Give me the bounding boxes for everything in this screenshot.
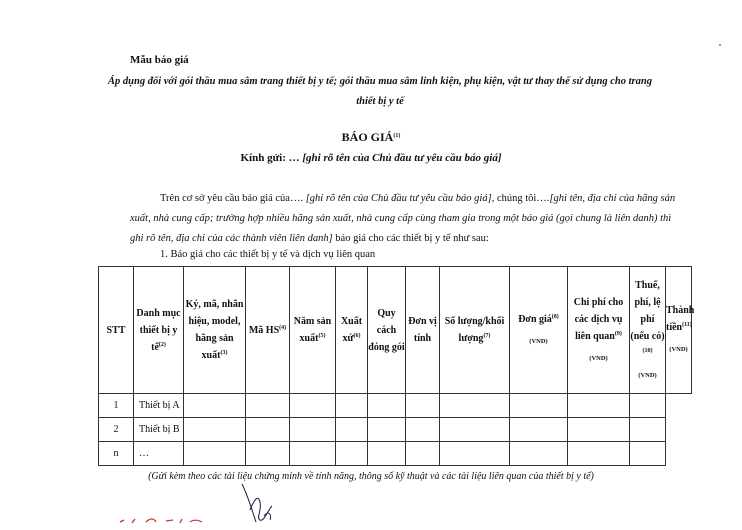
cell-empty: [440, 418, 510, 442]
col-header-text: Xuất xứ: [340, 316, 363, 344]
col-header-unit-label: (VND): [529, 337, 548, 345]
col-header-total: [666, 267, 695, 394]
intro-paragraph: [130, 189, 678, 249]
cell-empty: [440, 394, 510, 418]
applies-to-statement: Áp dụng đối với gói thầu mua sắm trang thiết bị y tế; gói thầu mua sắm linh kiện, phụ kiện, vật tư thay thế sử dụng cho trang thiết bị y tế: [108, 76, 652, 107]
cell-empty: [246, 442, 290, 466]
cell-empty: [510, 394, 568, 418]
addressee-label: Kính gửi: …: [240, 152, 303, 164]
cell-empty: [336, 394, 368, 418]
cell-empty: [336, 418, 368, 442]
intro-part-2: , chúng tôi….: [491, 193, 550, 204]
cell-empty: [568, 418, 630, 442]
col-header-ref: (4): [279, 324, 287, 331]
col-header-service-cost: [568, 267, 630, 394]
col-header-text: Thuế, phí, lệ phí (nếu có): [630, 279, 665, 342]
addressee-placeholder: [ghi rõ tên của Chủ đầu tư yêu cầu báo giá]: [302, 152, 502, 164]
cell-stt: 2: [99, 418, 134, 442]
cell-empty: [510, 418, 568, 442]
col-header-unit: [406, 267, 440, 394]
red-stamp-fragment: [118, 514, 208, 528]
col-header-origin: [336, 267, 368, 394]
col-header-ref: (2): [158, 341, 166, 348]
col-header-packaging: [368, 267, 406, 394]
cell-stt: n: [99, 442, 134, 466]
cell-empty: [184, 394, 246, 418]
col-header-text: Mã HS: [248, 324, 280, 336]
col-header-tax-fees: [630, 267, 666, 394]
document-title-text: BÁO GIÁ: [341, 130, 394, 144]
cell-empty: [368, 442, 406, 466]
cell-empty: [290, 442, 336, 466]
col-header-unit-label: (VND): [669, 346, 688, 353]
col-header-text: Ký, mã, nhãn hiệu, model, hãng sản xuất: [185, 299, 244, 361]
cell-empty: [290, 394, 336, 418]
quote-table: [98, 266, 695, 466]
cell-empty: [184, 418, 246, 442]
cell-empty: [510, 442, 568, 466]
col-header-text: Đơn giá: [518, 313, 552, 325]
cell-empty: [368, 394, 406, 418]
table-row: [99, 418, 692, 442]
intro-placeholder-1: [ghi rõ tên của Chủ đầu tư yêu cầu báo giá]: [305, 193, 492, 204]
cell-empty: [630, 442, 666, 466]
intro-part-1: Trên cơ sở yêu cầu báo giá của….: [160, 193, 306, 204]
cell-empty: [630, 418, 666, 442]
addressee-line: [0, 152, 742, 164]
document-title-footnote-ref: (1): [393, 133, 401, 139]
col-header-ref: (8): [551, 313, 559, 320]
col-header-ref: (10): [642, 347, 653, 354]
cell-empty: [290, 418, 336, 442]
col-header-year: [290, 267, 336, 394]
cell-empty: [406, 394, 440, 418]
scan-speck: [719, 44, 721, 46]
col-header-hs-code: [246, 267, 290, 394]
col-header-text: Danh mục thiết bị y tế: [136, 307, 181, 353]
cell-device-name: Thiết bị B: [134, 418, 184, 442]
cell-empty: [336, 442, 368, 466]
col-header-quantity: [440, 267, 510, 394]
cell-empty: [184, 442, 246, 466]
col-header-unit-price: [510, 267, 568, 394]
cell-empty: [368, 418, 406, 442]
col-header-ref: (9): [614, 330, 622, 337]
col-header-unit-label: (VND): [638, 371, 657, 379]
col-header-device-list: [134, 267, 184, 394]
col-header-ref: (11): [682, 322, 692, 328]
document-title: [0, 130, 742, 145]
col-header-text: Số lượng/khối lượng: [444, 316, 505, 344]
attachment-note: (Gửi kèm theo các tài liệu chứng minh về tính năng, thông số kỹ thuật và các tài liệu liên quan của thiết bị y tế): [148, 471, 594, 482]
intro-placeholder-2: [ghi tên, địa chỉ của hãng sản xuất, nhà cung cấp; trường hợp nhiều hãng sản xuất, nhà cung cấp cùng tham gia trong một báo giá (gọi chung là liên danh) thì ghi rõ tên, địa chỉ của các thành viên liên danh]: [130, 193, 676, 244]
cell-empty: [630, 394, 666, 418]
cell-empty: [246, 418, 290, 442]
intro-part-3: báo giá cho các thiết bị y tế như sau:: [332, 233, 489, 244]
handwritten-signature: [240, 480, 310, 526]
col-header-ref: (6): [353, 333, 361, 339]
cell-empty: [246, 394, 290, 418]
cell-empty: [568, 394, 630, 418]
col-header-text: Đơn vị tính: [408, 316, 437, 344]
col-header-stt: [99, 267, 134, 394]
col-header-unit-label: (VND): [589, 354, 608, 362]
col-header-ref: (5): [318, 333, 326, 339]
col-header-text: Chi phí cho các dịch vụ liên quan: [573, 296, 624, 342]
cell-device-name: Thiết bị A: [134, 394, 184, 418]
cell-empty: [568, 442, 630, 466]
col-header-text: Quy cách đóng gói: [368, 307, 405, 353]
cell-device-name: …: [134, 442, 184, 466]
table-row: [99, 394, 692, 418]
col-header-brand-model: [184, 267, 246, 394]
col-header-ref: (7): [483, 333, 491, 339]
cell-stt: 1: [99, 394, 134, 418]
header-row: [99, 267, 692, 394]
section-1-heading: 1. Báo giá cho các thiết bị y tế và dịch vụ liên quan: [160, 249, 376, 260]
cell-empty: [406, 442, 440, 466]
table-row: [99, 442, 692, 466]
cell-empty: [440, 442, 510, 466]
col-header-text: Thành tiền: [666, 305, 695, 333]
cell-empty: [406, 418, 440, 442]
col-header-text: STT: [106, 324, 126, 336]
col-header-text: Năm sản xuất: [293, 316, 332, 344]
form-label: Mẫu báo giá: [130, 54, 189, 66]
col-header-ref: (3): [220, 350, 228, 356]
